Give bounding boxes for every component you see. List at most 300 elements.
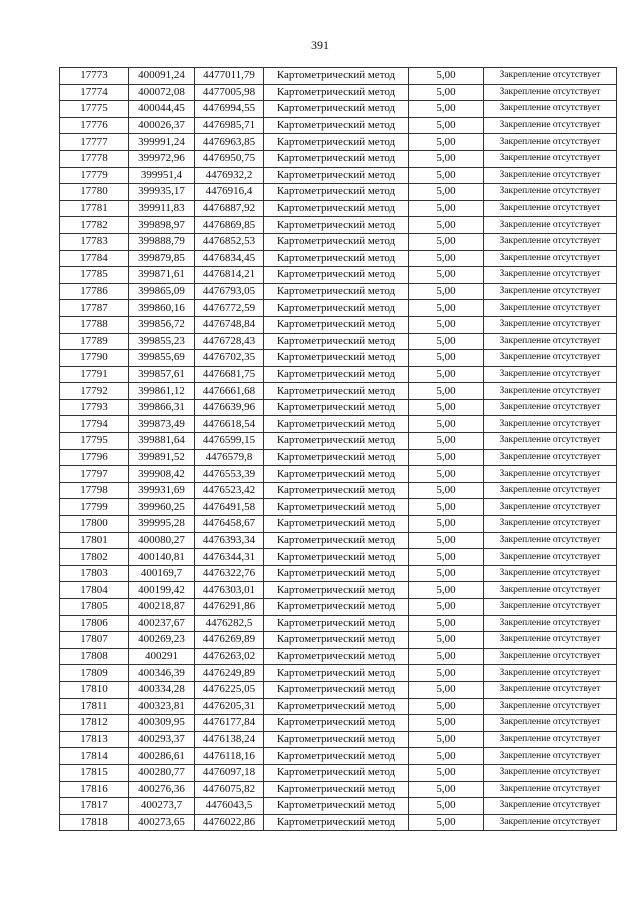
- table-row: [60, 715, 617, 732]
- point-number-cell: 17790: [60, 350, 129, 367]
- method-cell: Картометрический метод: [264, 681, 409, 698]
- fixing-description-cell: Закрепление отсутствует: [484, 466, 617, 483]
- fixing-description-cell: Закрепление отсутствует: [484, 101, 617, 118]
- x-coordinate-cell: 400309,95: [129, 715, 195, 732]
- point-number-cell: 17816: [60, 781, 129, 798]
- y-coordinate-cell: 4476985,71: [195, 117, 264, 134]
- x-coordinate-cell: 400346,39: [129, 665, 195, 682]
- y-coordinate-cell: 4476599,15: [195, 433, 264, 450]
- method-cell: Картометрический метод: [264, 433, 409, 450]
- x-coordinate-cell: 399951,4: [129, 167, 195, 184]
- page-number: 391: [311, 38, 329, 52]
- fixing-description-cell: Закрепление отсутствует: [484, 250, 617, 267]
- x-coordinate-cell: 400237,67: [129, 615, 195, 632]
- point-number-cell: 17776: [60, 117, 129, 134]
- fixing-description-cell: Закрепление отсутствует: [484, 615, 617, 632]
- x-coordinate-cell: 400286,61: [129, 748, 195, 765]
- x-coordinate-cell: 400273,7: [129, 798, 195, 815]
- method-cell: Картометрический метод: [264, 416, 409, 433]
- table-row: [60, 565, 617, 582]
- fixing-description-cell: Закрепление отсутствует: [484, 715, 617, 732]
- method-cell: Картометрический метод: [264, 599, 409, 616]
- accuracy-cell: 5,00: [409, 250, 484, 267]
- table-row: [60, 416, 617, 433]
- point-number-cell: 17796: [60, 449, 129, 466]
- y-coordinate-cell: 4476249,89: [195, 665, 264, 682]
- table-row: [60, 599, 617, 616]
- table-row: [60, 233, 617, 250]
- fixing-description-cell: Закрепление отсутствует: [484, 150, 617, 167]
- accuracy-cell: 5,00: [409, 150, 484, 167]
- table-row: [60, 781, 617, 798]
- accuracy-cell: 5,00: [409, 698, 484, 715]
- y-coordinate-cell: 4476793,05: [195, 283, 264, 300]
- y-coordinate-cell: 4476834,45: [195, 250, 264, 267]
- accuracy-cell: 5,00: [409, 167, 484, 184]
- x-coordinate-cell: 400291: [129, 648, 195, 665]
- point-number-cell: 17804: [60, 582, 129, 599]
- method-cell: Картометрический метод: [264, 516, 409, 533]
- y-coordinate-cell: 4476852,53: [195, 233, 264, 250]
- point-number-cell: 17786: [60, 283, 129, 300]
- point-number-cell: 17807: [60, 632, 129, 649]
- y-coordinate-cell: 4476022,86: [195, 814, 264, 831]
- accuracy-cell: 5,00: [409, 516, 484, 533]
- method-cell: Картометрический метод: [264, 399, 409, 416]
- method-cell: Картометрический метод: [264, 200, 409, 217]
- accuracy-cell: 5,00: [409, 599, 484, 616]
- accuracy-cell: 5,00: [409, 731, 484, 748]
- point-number-cell: 17815: [60, 764, 129, 781]
- y-coordinate-cell: 4476661,68: [195, 383, 264, 400]
- x-coordinate-cell: 399931,69: [129, 482, 195, 499]
- fixing-description-cell: Закрепление отсутствует: [484, 84, 617, 101]
- fixing-description-cell: Закрепление отсутствует: [484, 300, 617, 317]
- x-coordinate-cell: 399855,23: [129, 333, 195, 350]
- point-number-cell: 17778: [60, 150, 129, 167]
- point-number-cell: 17794: [60, 416, 129, 433]
- table-row: [60, 549, 617, 566]
- x-coordinate-cell: 399861,12: [129, 383, 195, 400]
- table-row: [60, 300, 617, 317]
- x-coordinate-cell: 399991,24: [129, 134, 195, 151]
- point-number-cell: 17798: [60, 482, 129, 499]
- fixing-description-cell: Закрепление отсутствует: [484, 532, 617, 549]
- x-coordinate-cell: 400323,81: [129, 698, 195, 715]
- fixing-description-cell: Закрепление отсутствует: [484, 731, 617, 748]
- method-cell: Картометрический метод: [264, 814, 409, 831]
- method-cell: Картометрический метод: [264, 748, 409, 765]
- fixing-description-cell: Закрепление отсутствует: [484, 383, 617, 400]
- point-number-cell: 17784: [60, 250, 129, 267]
- table-row: [60, 200, 617, 217]
- accuracy-cell: 5,00: [409, 499, 484, 516]
- x-coordinate-cell: 399860,16: [129, 300, 195, 317]
- x-coordinate-cell: 399888,79: [129, 233, 195, 250]
- fixing-description-cell: Закрепление отсутствует: [484, 648, 617, 665]
- y-coordinate-cell: 4476043,5: [195, 798, 264, 815]
- table-row: [60, 316, 617, 333]
- table-row: [60, 731, 617, 748]
- y-coordinate-cell: 4476291,86: [195, 599, 264, 616]
- y-coordinate-cell: 4476322,76: [195, 565, 264, 582]
- method-cell: Картометрический метод: [264, 383, 409, 400]
- y-coordinate-cell: 4476344,31: [195, 549, 264, 566]
- y-coordinate-cell: 4476869,85: [195, 217, 264, 234]
- method-cell: Картометрический метод: [264, 715, 409, 732]
- table-row: [60, 150, 617, 167]
- x-coordinate-cell: 399898,97: [129, 217, 195, 234]
- y-coordinate-cell: 4476225,05: [195, 681, 264, 698]
- x-coordinate-cell: 399911,83: [129, 200, 195, 217]
- method-cell: Картометрический метод: [264, 549, 409, 566]
- method-cell: Картометрический метод: [264, 764, 409, 781]
- point-number-cell: 17787: [60, 300, 129, 317]
- x-coordinate-cell: 399995,28: [129, 516, 195, 533]
- fixing-description-cell: Закрепление отсутствует: [484, 516, 617, 533]
- y-coordinate-cell: 4476681,75: [195, 366, 264, 383]
- x-coordinate-cell: 399935,17: [129, 184, 195, 201]
- method-cell: Картометрический метод: [264, 698, 409, 715]
- x-coordinate-cell: 399960,25: [129, 499, 195, 516]
- accuracy-cell: 5,00: [409, 134, 484, 151]
- method-cell: Картометрический метод: [264, 532, 409, 549]
- table-row: [60, 449, 617, 466]
- x-coordinate-cell: 400273,65: [129, 814, 195, 831]
- table-row: [60, 283, 617, 300]
- y-coordinate-cell: 4476916,4: [195, 184, 264, 201]
- x-coordinate-cell: 400276,36: [129, 781, 195, 798]
- accuracy-cell: 5,00: [409, 565, 484, 582]
- coordinates-table: [59, 67, 617, 831]
- y-coordinate-cell: 4476950,75: [195, 150, 264, 167]
- fixing-description-cell: Закрепление отсутствует: [484, 200, 617, 217]
- fixing-description-cell: Закрепление отсутствует: [484, 449, 617, 466]
- table-row: [60, 134, 617, 151]
- accuracy-cell: 5,00: [409, 117, 484, 134]
- fixing-description-cell: Закрепление отсутствует: [484, 814, 617, 831]
- point-number-cell: 17775: [60, 101, 129, 118]
- accuracy-cell: 5,00: [409, 184, 484, 201]
- fixing-description-cell: Закрепление отсутствует: [484, 184, 617, 201]
- method-cell: Картометрический метод: [264, 648, 409, 665]
- method-cell: Картометрический метод: [264, 184, 409, 201]
- fixing-description-cell: Закрепление отсутствует: [484, 283, 617, 300]
- table-row: [60, 101, 617, 118]
- fixing-description-cell: Закрепление отсутствует: [484, 167, 617, 184]
- fixing-description-cell: Закрепление отсутствует: [484, 665, 617, 682]
- point-number-cell: 17795: [60, 433, 129, 450]
- accuracy-cell: 5,00: [409, 433, 484, 450]
- method-cell: Картометрический метод: [264, 250, 409, 267]
- accuracy-cell: 5,00: [409, 615, 484, 632]
- x-coordinate-cell: 399879,85: [129, 250, 195, 267]
- y-coordinate-cell: 4476491,58: [195, 499, 264, 516]
- method-cell: Картометрический метод: [264, 615, 409, 632]
- fixing-description-cell: Закрепление отсутствует: [484, 233, 617, 250]
- point-number-cell: 17809: [60, 665, 129, 682]
- accuracy-cell: 5,00: [409, 665, 484, 682]
- y-coordinate-cell: 4476138,24: [195, 731, 264, 748]
- table-row: [60, 399, 617, 416]
- accuracy-cell: 5,00: [409, 333, 484, 350]
- method-cell: Картометрический метод: [264, 632, 409, 649]
- table-row: [60, 366, 617, 383]
- table-row: [60, 117, 617, 134]
- y-coordinate-cell: 4476772,59: [195, 300, 264, 317]
- y-coordinate-cell: 4476579,8: [195, 449, 264, 466]
- y-coordinate-cell: 4476887,92: [195, 200, 264, 217]
- y-coordinate-cell: 4476075,82: [195, 781, 264, 798]
- fixing-description-cell: Закрепление отсутствует: [484, 333, 617, 350]
- accuracy-cell: 5,00: [409, 748, 484, 765]
- y-coordinate-cell: 4476553,39: [195, 466, 264, 483]
- x-coordinate-cell: 400072,08: [129, 84, 195, 101]
- method-cell: Картометрический метод: [264, 731, 409, 748]
- y-coordinate-cell: 4476205,31: [195, 698, 264, 715]
- point-number-cell: 17803: [60, 565, 129, 582]
- method-cell: Картометрический метод: [264, 134, 409, 151]
- point-number-cell: 17812: [60, 715, 129, 732]
- x-coordinate-cell: 399865,09: [129, 283, 195, 300]
- accuracy-cell: 5,00: [409, 632, 484, 649]
- method-cell: Картометрический метод: [264, 150, 409, 167]
- method-cell: Картометрический метод: [264, 300, 409, 317]
- method-cell: Картометрический метод: [264, 117, 409, 134]
- method-cell: Картометрический метод: [264, 233, 409, 250]
- coordinates-table-body: [60, 68, 617, 831]
- accuracy-cell: 5,00: [409, 350, 484, 367]
- x-coordinate-cell: 400169,7: [129, 565, 195, 582]
- fixing-description-cell: Закрепление отсутствует: [484, 798, 617, 815]
- point-number-cell: 17811: [60, 698, 129, 715]
- fixing-description-cell: Закрепление отсутствует: [484, 698, 617, 715]
- point-number-cell: 17800: [60, 516, 129, 533]
- y-coordinate-cell: 4476523,42: [195, 482, 264, 499]
- table-row: [60, 615, 617, 632]
- accuracy-cell: 5,00: [409, 68, 484, 85]
- method-cell: Картометрический метод: [264, 283, 409, 300]
- y-coordinate-cell: 4476393,34: [195, 532, 264, 549]
- y-coordinate-cell: 4476932,2: [195, 167, 264, 184]
- y-coordinate-cell: 4477011,79: [195, 68, 264, 85]
- method-cell: Картометрический метод: [264, 316, 409, 333]
- y-coordinate-cell: 4476263,02: [195, 648, 264, 665]
- x-coordinate-cell: 400280,77: [129, 764, 195, 781]
- point-number-cell: 17782: [60, 217, 129, 234]
- fixing-description-cell: Закрепление отсутствует: [484, 399, 617, 416]
- point-number-cell: 17797: [60, 466, 129, 483]
- x-coordinate-cell: 400044,45: [129, 101, 195, 118]
- x-coordinate-cell: 400199,42: [129, 582, 195, 599]
- point-number-cell: 17808: [60, 648, 129, 665]
- fixing-description-cell: Закрепление отсутствует: [484, 565, 617, 582]
- table-row: [60, 333, 617, 350]
- point-number-cell: 17799: [60, 499, 129, 516]
- point-number-cell: 17806: [60, 615, 129, 632]
- method-cell: Картометрический метод: [264, 217, 409, 234]
- accuracy-cell: 5,00: [409, 549, 484, 566]
- table-row: [60, 632, 617, 649]
- y-coordinate-cell: 4476097,18: [195, 764, 264, 781]
- fixing-description-cell: Закрепление отсутствует: [484, 68, 617, 85]
- fixing-description-cell: Закрепление отсутствует: [484, 416, 617, 433]
- y-coordinate-cell: 4476963,85: [195, 134, 264, 151]
- table-row: [60, 532, 617, 549]
- table-row: [60, 764, 617, 781]
- point-number-cell: 17805: [60, 599, 129, 616]
- point-number-cell: 17789: [60, 333, 129, 350]
- point-number-cell: 17780: [60, 184, 129, 201]
- accuracy-cell: 5,00: [409, 283, 484, 300]
- fixing-description-cell: Закрепление отсутствует: [484, 549, 617, 566]
- table-row: [60, 250, 617, 267]
- method-cell: Картометрический метод: [264, 167, 409, 184]
- accuracy-cell: 5,00: [409, 101, 484, 118]
- fixing-description-cell: Закрепление отсутствует: [484, 632, 617, 649]
- point-number-cell: 17791: [60, 366, 129, 383]
- point-number-cell: 17802: [60, 549, 129, 566]
- y-coordinate-cell: 4476458,67: [195, 516, 264, 533]
- y-coordinate-cell: 4476618,54: [195, 416, 264, 433]
- accuracy-cell: 5,00: [409, 466, 484, 483]
- method-cell: Картометрический метод: [264, 449, 409, 466]
- table-row: [60, 68, 617, 85]
- y-coordinate-cell: 4476639,96: [195, 399, 264, 416]
- accuracy-cell: 5,00: [409, 798, 484, 815]
- y-coordinate-cell: 4476282,5: [195, 615, 264, 632]
- y-coordinate-cell: 4476702,35: [195, 350, 264, 367]
- method-cell: Картометрический метод: [264, 333, 409, 350]
- table-row: [60, 582, 617, 599]
- fixing-description-cell: Закрепление отсутствует: [484, 482, 617, 499]
- x-coordinate-cell: 400293,37: [129, 731, 195, 748]
- point-number-cell: 17773: [60, 68, 129, 85]
- method-cell: Картометрический метод: [264, 366, 409, 383]
- table-row: [60, 167, 617, 184]
- table-row: [60, 516, 617, 533]
- x-coordinate-cell: 399856,72: [129, 316, 195, 333]
- accuracy-cell: 5,00: [409, 267, 484, 284]
- accuracy-cell: 5,00: [409, 399, 484, 416]
- accuracy-cell: 5,00: [409, 217, 484, 234]
- fixing-description-cell: Закрепление отсутствует: [484, 499, 617, 516]
- x-coordinate-cell: 400334,28: [129, 681, 195, 698]
- table-row: [60, 217, 617, 234]
- table-row: [60, 466, 617, 483]
- method-cell: Картометрический метод: [264, 350, 409, 367]
- y-coordinate-cell: 4476177,84: [195, 715, 264, 732]
- method-cell: Картометрический метод: [264, 781, 409, 798]
- method-cell: Картометрический метод: [264, 582, 409, 599]
- x-coordinate-cell: 400080,27: [129, 532, 195, 549]
- accuracy-cell: 5,00: [409, 648, 484, 665]
- x-coordinate-cell: 399972,96: [129, 150, 195, 167]
- x-coordinate-cell: 399873,49: [129, 416, 195, 433]
- method-cell: Картометрический метод: [264, 466, 409, 483]
- fixing-description-cell: Закрепление отсутствует: [484, 433, 617, 450]
- accuracy-cell: 5,00: [409, 532, 484, 549]
- fixing-description-cell: Закрепление отсутствует: [484, 350, 617, 367]
- y-coordinate-cell: 4476748,84: [195, 316, 264, 333]
- accuracy-cell: 5,00: [409, 814, 484, 831]
- point-number-cell: 17810: [60, 681, 129, 698]
- table-row: [60, 798, 617, 815]
- fixing-description-cell: Закрепление отсутствует: [484, 366, 617, 383]
- accuracy-cell: 5,00: [409, 715, 484, 732]
- table-row: [60, 499, 617, 516]
- table-row: [60, 482, 617, 499]
- point-number-cell: 17774: [60, 84, 129, 101]
- fixing-description-cell: Закрепление отсутствует: [484, 267, 617, 284]
- accuracy-cell: 5,00: [409, 681, 484, 698]
- fixing-description-cell: Закрепление отсутствует: [484, 681, 617, 698]
- accuracy-cell: 5,00: [409, 200, 484, 217]
- method-cell: Картометрический метод: [264, 665, 409, 682]
- y-coordinate-cell: 4476728,43: [195, 333, 264, 350]
- fixing-description-cell: Закрепление отсутствует: [484, 599, 617, 616]
- x-coordinate-cell: 399891,52: [129, 449, 195, 466]
- method-cell: Картометрический метод: [264, 267, 409, 284]
- accuracy-cell: 5,00: [409, 582, 484, 599]
- accuracy-cell: 5,00: [409, 383, 484, 400]
- table-row: [60, 383, 617, 400]
- x-coordinate-cell: 400091,24: [129, 68, 195, 85]
- x-coordinate-cell: 399855,69: [129, 350, 195, 367]
- point-number-cell: 17783: [60, 233, 129, 250]
- point-number-cell: 17785: [60, 267, 129, 284]
- method-cell: Картометрический метод: [264, 101, 409, 118]
- accuracy-cell: 5,00: [409, 781, 484, 798]
- x-coordinate-cell: 399866,31: [129, 399, 195, 416]
- accuracy-cell: 5,00: [409, 449, 484, 466]
- point-number-cell: 17777: [60, 134, 129, 151]
- method-cell: Картометрический метод: [264, 499, 409, 516]
- x-coordinate-cell: 400140,81: [129, 549, 195, 566]
- y-coordinate-cell: 4477005,98: [195, 84, 264, 101]
- table-row: [60, 748, 617, 765]
- x-coordinate-cell: 400218,87: [129, 599, 195, 616]
- fixing-description-cell: Закрепление отсутствует: [484, 316, 617, 333]
- method-cell: Картометрический метод: [264, 798, 409, 815]
- accuracy-cell: 5,00: [409, 300, 484, 317]
- fixing-description-cell: Закрепление отсутствует: [484, 582, 617, 599]
- point-number-cell: 17817: [60, 798, 129, 815]
- x-coordinate-cell: 399881,64: [129, 433, 195, 450]
- accuracy-cell: 5,00: [409, 764, 484, 781]
- point-number-cell: 17793: [60, 399, 129, 416]
- x-coordinate-cell: 400269,23: [129, 632, 195, 649]
- method-cell: Картометрический метод: [264, 482, 409, 499]
- point-number-cell: 17801: [60, 532, 129, 549]
- table-row: [60, 814, 617, 831]
- x-coordinate-cell: 399871,61: [129, 267, 195, 284]
- accuracy-cell: 5,00: [409, 316, 484, 333]
- fixing-description-cell: Закрепление отсутствует: [484, 748, 617, 765]
- table-row: [60, 681, 617, 698]
- table-row: [60, 648, 617, 665]
- point-number-cell: 17788: [60, 316, 129, 333]
- table-row: [60, 84, 617, 101]
- fixing-description-cell: Закрепление отсутствует: [484, 217, 617, 234]
- method-cell: Картометрический метод: [264, 84, 409, 101]
- x-coordinate-cell: 399857,61: [129, 366, 195, 383]
- fixing-description-cell: Закрепление отсутствует: [484, 134, 617, 151]
- table-row: [60, 698, 617, 715]
- fixing-description-cell: Закрепление отсутствует: [484, 117, 617, 134]
- y-coordinate-cell: 4476814,21: [195, 267, 264, 284]
- y-coordinate-cell: 4476303,01: [195, 582, 264, 599]
